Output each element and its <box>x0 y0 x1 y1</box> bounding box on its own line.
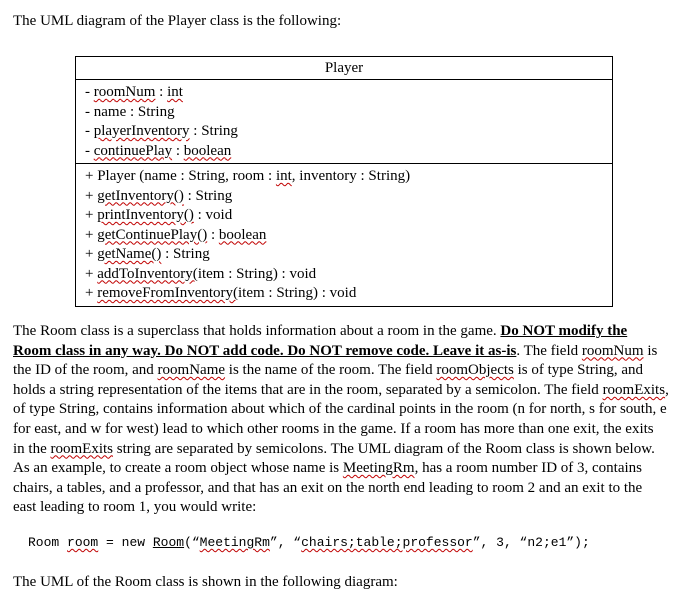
warning-text: Do NOT modify the Room class in any way. Do NOT add code. Do NOT remove code. Leave it as-is <box>13 323 628 359</box>
intro-text: The UML diagram of the Player class is the following: <box>13 13 342 29</box>
room-class-description: The Room class is a superclass that holds information about a room in the game. Do NOT modify the Room class in any way. Do NOT add code. Do NOT remove code. Leave it as-is. The field roomNum is the ID of the room, and roomName is the name of the room. The field roomObjects is of type String, and holds a string representation of the items that are in the room, separated by a semicolon. The field roomExits, of type String, contains information about which of the cardinal points in the room (n for north, s for south, e for east, and w for west) lead to which other rooms in the game. If a room has more than one exit, the exits in the roomExits string are separated by semicolons. The UML diagram of the Room class is shown below. As an example, to create a room object whose name is MeetingRm, has a room number ID of 3, contains chairs, a tables, and a professor, and that has an exit on the north end leading to room 2 and an exit to the east leading to room 1, you would write: <box>13 323 669 516</box>
uml-methods <box>76 163 612 306</box>
uml-method: + addToInventory(item : String) : void <box>85 265 317 282</box>
uml-fields <box>76 80 612 163</box>
uml-field: - playerInventory : String <box>85 123 238 139</box>
uml-class-name: Player <box>76 57 612 80</box>
uml-field: - continuePlay : boolean <box>85 142 232 159</box>
outro-text: The UML of the Room class is shown in the following diagram: <box>13 574 398 590</box>
code-example: Room room = new Room(“MeetingRm”, “chairs;table;professor”, 3, “n2;e1”); <box>28 535 590 550</box>
player-uml-diagram <box>75 56 613 307</box>
uml-method: + printInventory() : void <box>85 207 233 223</box>
uml-method: + getContinuePlay() : boolean <box>85 226 267 243</box>
uml-field: - roomNum : int <box>85 84 183 100</box>
uml-method: + getName() : String <box>85 246 210 262</box>
uml-method: + Player (name : String, room : int, inventory : String) <box>85 168 411 184</box>
uml-method: + removeFromInventory(item : String) : void <box>85 285 357 301</box>
uml-field: - name : String <box>85 103 175 120</box>
uml-method: + getInventory() : String <box>85 187 233 204</box>
